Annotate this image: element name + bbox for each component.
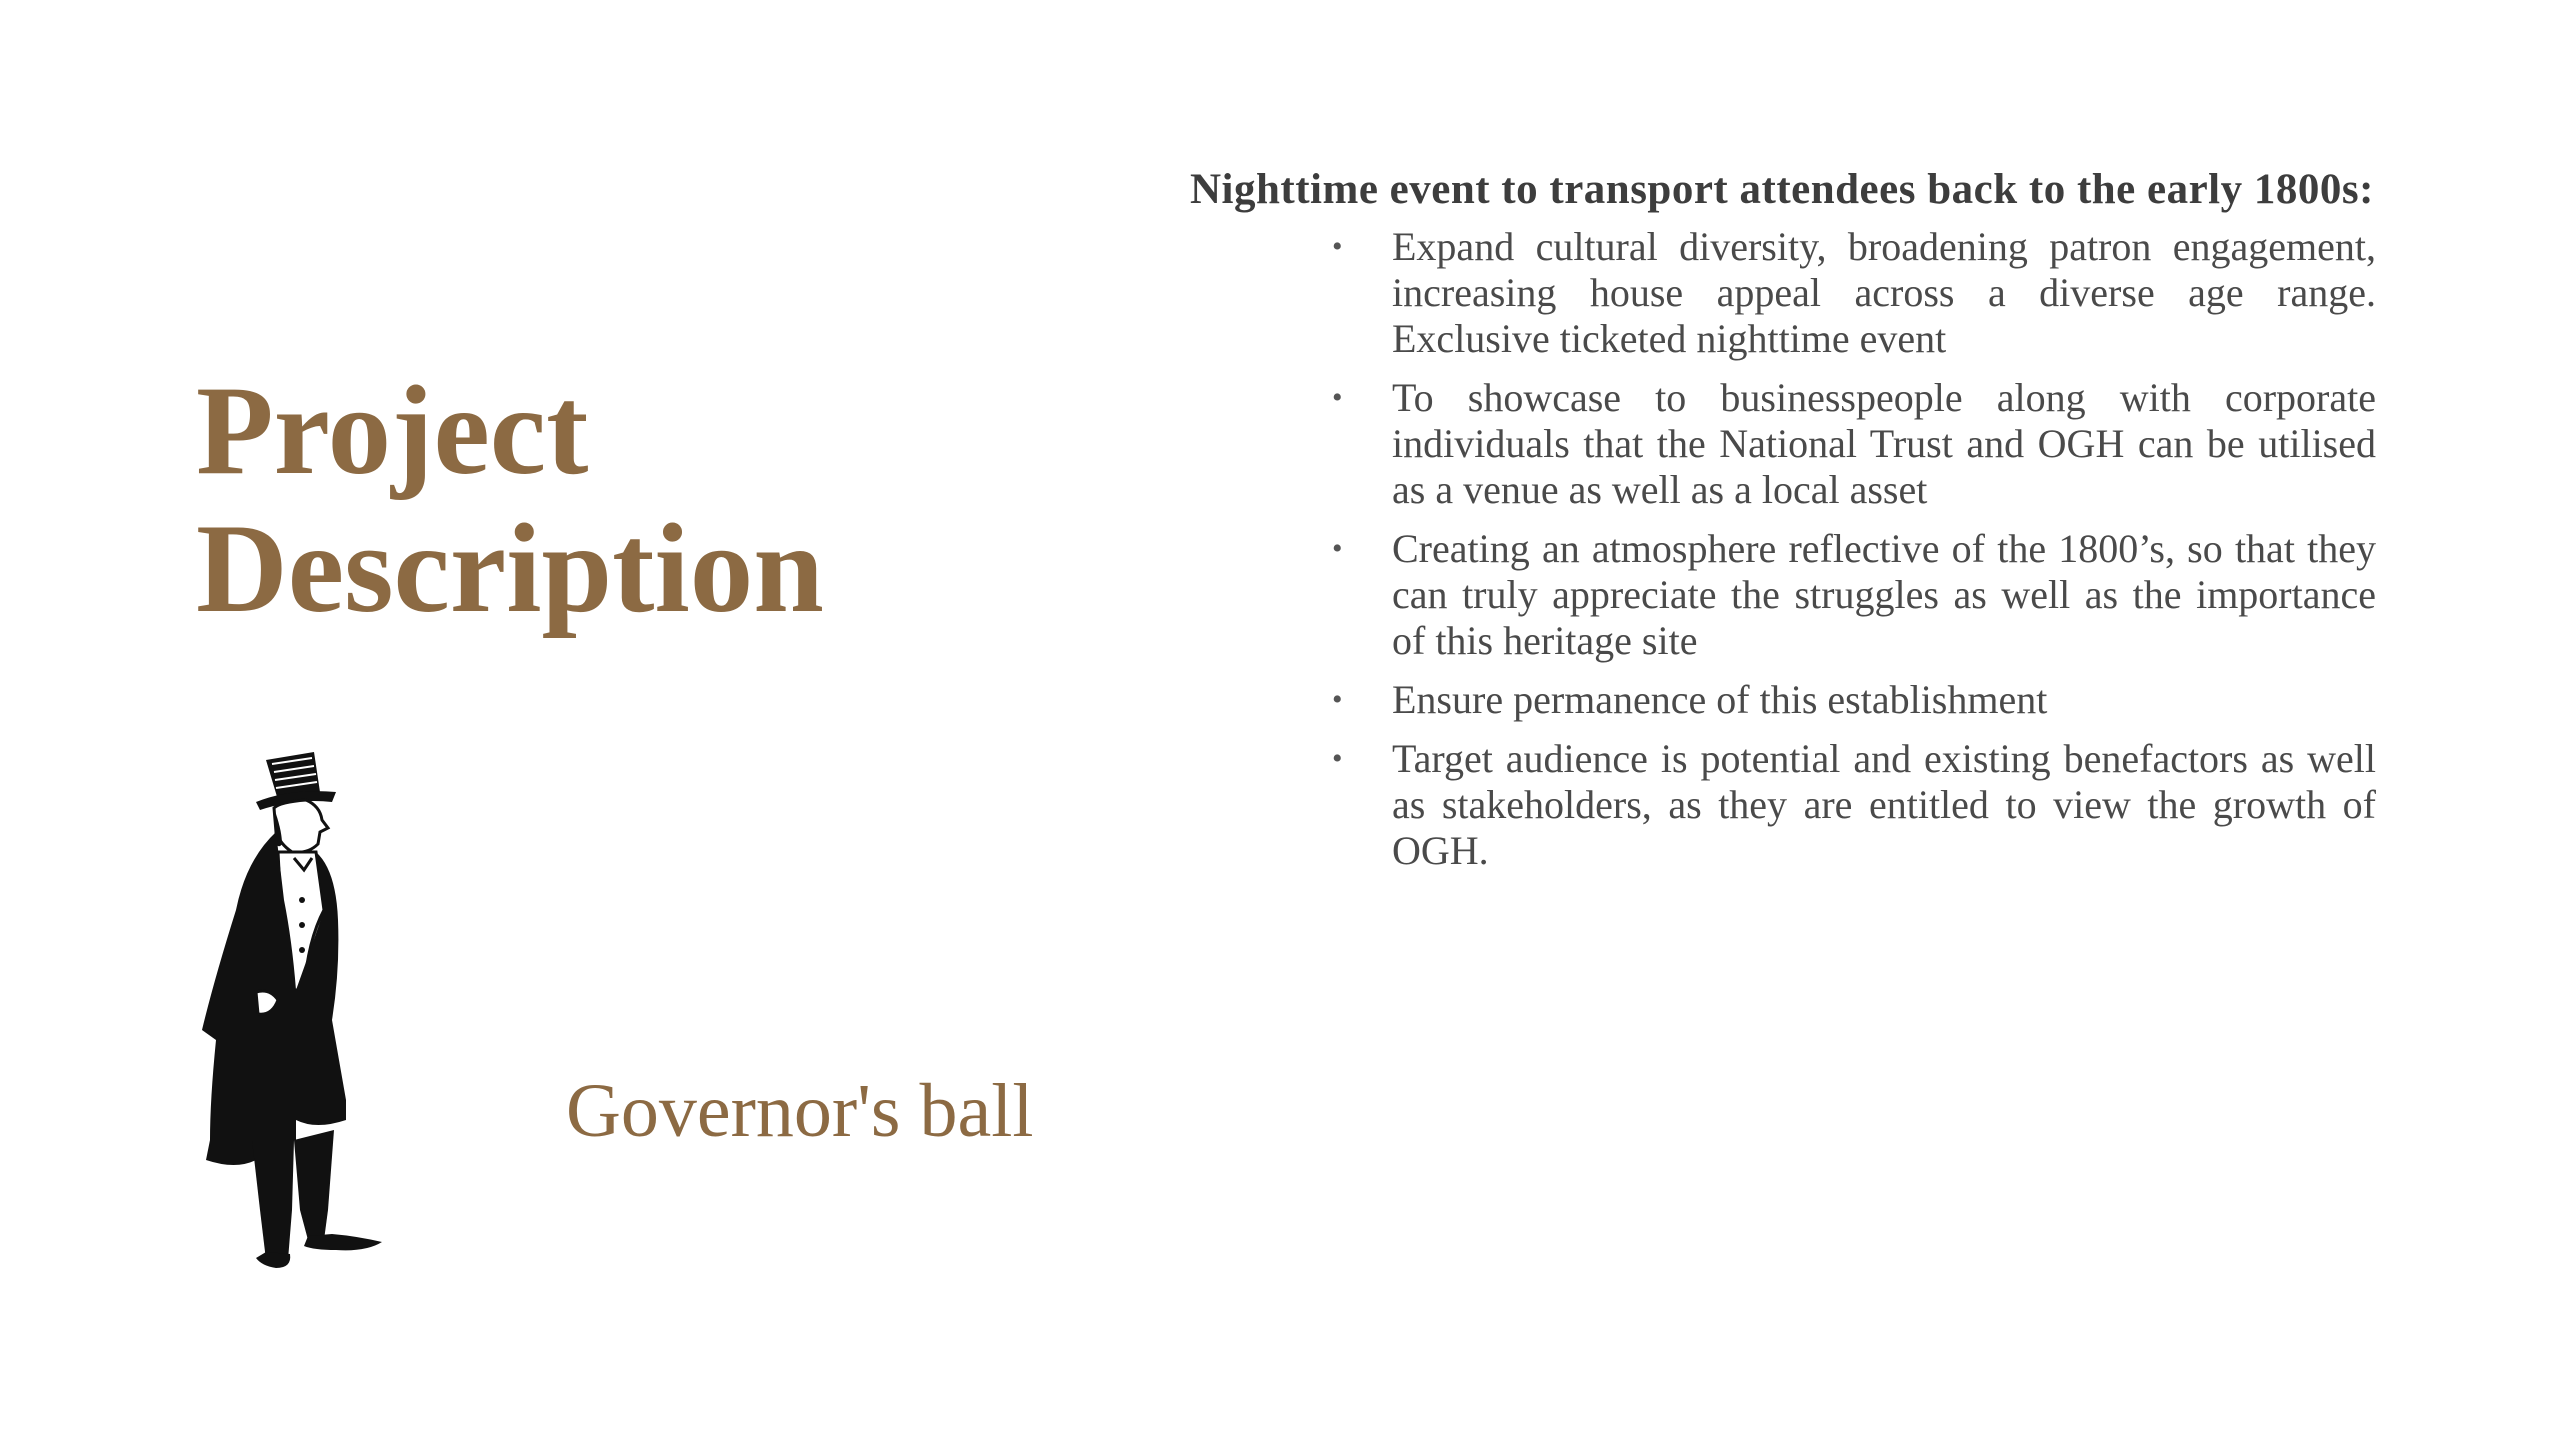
bullet-item — [1332, 375, 2376, 513]
bullet-dot-icon: • — [1332, 230, 1343, 263]
bullet-item — [1332, 224, 2376, 362]
bullet-dot-icon: • — [1332, 683, 1343, 716]
content-panel — [1190, 165, 2376, 887]
bullet-dot-icon: • — [1332, 381, 1343, 414]
slide-title-line-2: Description — [196, 499, 824, 639]
content-heading: Nighttime event to transport attendees back to the early 1800s: — [1190, 166, 2374, 213]
bullet-item — [1332, 677, 2376, 723]
bullet-list — [1190, 224, 2376, 874]
bullet-text: Creating an atmosphere reflective of the 1800’s, so that they can truly appreciate the struggles as well as the importance of this heritage site — [1392, 526, 2376, 663]
bullet-text: Target audience is potential and existing benefactors as well as stakeholders, as they are entitled to view the growth of OGH. — [1392, 736, 2376, 873]
bullet-text: To showcase to businesspeople along with corporate individuals that the National Trust and OGH can be utilised as a venue as well as a local asset — [1392, 375, 2376, 512]
slide-title — [196, 362, 824, 638]
gentleman-figure-icon — [196, 740, 396, 1270]
bullet-item — [1332, 736, 2376, 874]
bullet-item — [1332, 526, 2376, 664]
bullet-text: Ensure permanence of this establishment — [1392, 677, 2048, 722]
bullet-dot-icon: • — [1332, 532, 1343, 565]
slide-title-line-1: Project — [196, 361, 589, 501]
bullet-dot-icon: • — [1332, 742, 1343, 775]
slide-subtitle: Governor's ball — [566, 1069, 1034, 1153]
bullet-text: Expand cultural diversity, broadening patron engagement, increasing house appeal across a diverse age range. Exclusive ticketed nighttime event — [1392, 224, 2376, 361]
